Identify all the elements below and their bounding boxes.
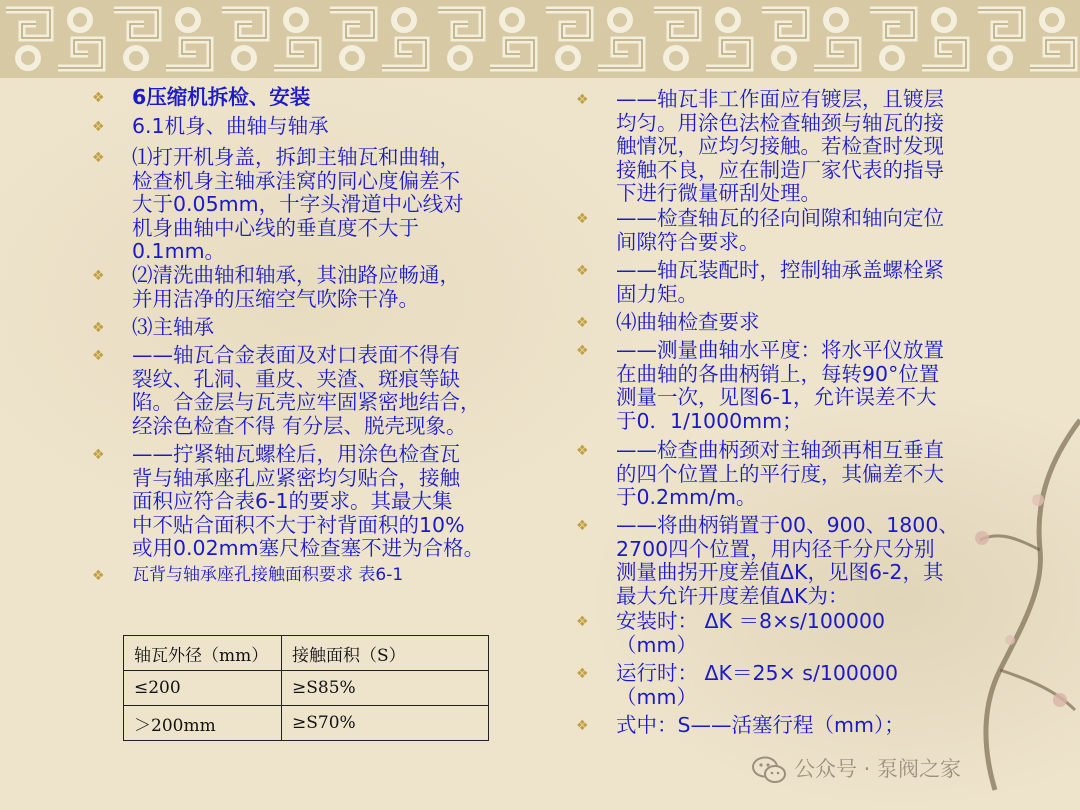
formula-operation: 运行时： ΔK＝25× s/100000 （mm） (616, 661, 899, 709)
diamond-bullet-icon: ❖ (92, 320, 105, 336)
watermark (752, 752, 961, 786)
diamond-bullet-icon: ❖ (92, 90, 105, 106)
table-cell: ≤200 (124, 671, 282, 706)
paragraph: ⑷曲轴检查要求 (616, 310, 760, 334)
table-cell: ＞200mm (124, 706, 282, 741)
diamond-bullet-icon: ❖ (92, 268, 105, 284)
paragraph: ⑵清洗曲轴和轴承，其油路应畅通， 并用洁净的压缩空气吹除干净。 (132, 263, 460, 311)
diamond-bullet-icon: ❖ (576, 92, 589, 108)
subsection-heading: 6.1机身、曲轴与轴承 (132, 114, 329, 138)
paragraph: ——检查曲柄颈对主轴颈再相互垂直 的四个位置上的平行度，其偏差不大 于0.2mm/m。 (616, 438, 944, 509)
diamond-bullet-icon: ❖ (92, 568, 105, 584)
paragraph: ——轴瓦合金表面及对口表面不得有 裂纹、孔洞、重皮、夹渣、斑痕等缺 陷。合金层与瓦壳应牢固紧密地结合， 经涂色检查不得 有分层、脱壳现象。 (132, 343, 481, 438)
table-cell: ≥S85% (282, 671, 489, 706)
table-header-row (124, 636, 489, 671)
diamond-bullet-icon: ❖ (576, 614, 589, 630)
table-cell: ≥S70% (282, 706, 489, 741)
paragraph: ——轴瓦装配时，控制轴承盖螺栓紧 固力矩。 (616, 258, 944, 306)
diamond-bullet-icon: ❖ (92, 447, 105, 463)
diamond-bullet-icon: ❖ (576, 666, 589, 682)
wechat-icon (752, 756, 786, 784)
decorative-border (0, 0, 1080, 78)
paragraph: ——轴瓦非工作面应有镀层，且镀层 均匀。用涂色法检查轴颈与轴瓦的接 触情况，应均匀接触。若检查时发现 接触不良，应在制造厂家代表的指导 下进行微量研刮处理。 (616, 87, 944, 205)
diamond-bullet-icon: ❖ (92, 348, 105, 364)
diamond-bullet-icon: ❖ (576, 263, 589, 279)
diamond-bullet-icon: ❖ (92, 119, 105, 135)
section-heading: 6压缩机拆检、安装 (132, 85, 311, 109)
paragraph: ——将曲柄销置于00、900、1800、 2700四个位置，用内径千分尺分别 测量曲拐开度差值ΔK，见图6-2，其 最大允许开度差值ΔK为： (616, 513, 959, 608)
paragraph: ——测量曲轴水平度：将水平仪放置 在曲轴的各曲柄销上，每转90°位置 测量一次，见图6-1，允许误差不大 于0．1/1000mm； (616, 338, 944, 433)
diamond-bullet-icon: ❖ (92, 150, 105, 166)
paragraph: ——拧紧轴瓦螺栓后，用涂色检查瓦 背与轴承座孔应紧密均匀贴合，接触 面积应符合表6-1的要求。其最大集 中不贴合面积不大于衬背面积的10% 或用0.02mm塞尺检查塞不进为合格。 (132, 442, 485, 560)
contact-area-table (123, 635, 489, 741)
diamond-bullet-icon: ❖ (576, 211, 589, 227)
table-row (124, 706, 489, 741)
table-row (124, 671, 489, 706)
diamond-bullet-icon: ❖ (576, 718, 589, 734)
table-header-cell: 轴瓦外径（mm） (124, 636, 282, 671)
watermark-text: 公众号 · 泵阀之家 (794, 757, 962, 781)
formula-install: 安装时： ΔK ＝8×s/100000 （mm） (616, 609, 886, 657)
paragraph: ⑶主轴承 (132, 315, 214, 339)
paragraph: ——检查轴瓦的径向间隙和轴向定位 间隙符合要求。 (616, 206, 944, 254)
table-caption: 瓦背与轴承座孔接触面积要求 表6-1 (132, 565, 404, 585)
diamond-bullet-icon: ❖ (576, 315, 589, 331)
paragraph: 式中：S——活塞行程（mm）； (616, 713, 905, 737)
table-header-cell: 接触面积（S） (282, 636, 489, 671)
diamond-bullet-icon: ❖ (576, 518, 589, 534)
paragraph: ⑴打开机身盖，拆卸主轴瓦和曲轴， 检查机身主轴承洼窝的同心度偏差不 大于0.05mm，十字头滑道中心线对 机身曲轴中心线的垂直度不大于 0.1mm。 (132, 145, 464, 263)
diamond-bullet-icon: ❖ (576, 443, 589, 459)
diamond-bullet-icon: ❖ (576, 343, 589, 359)
